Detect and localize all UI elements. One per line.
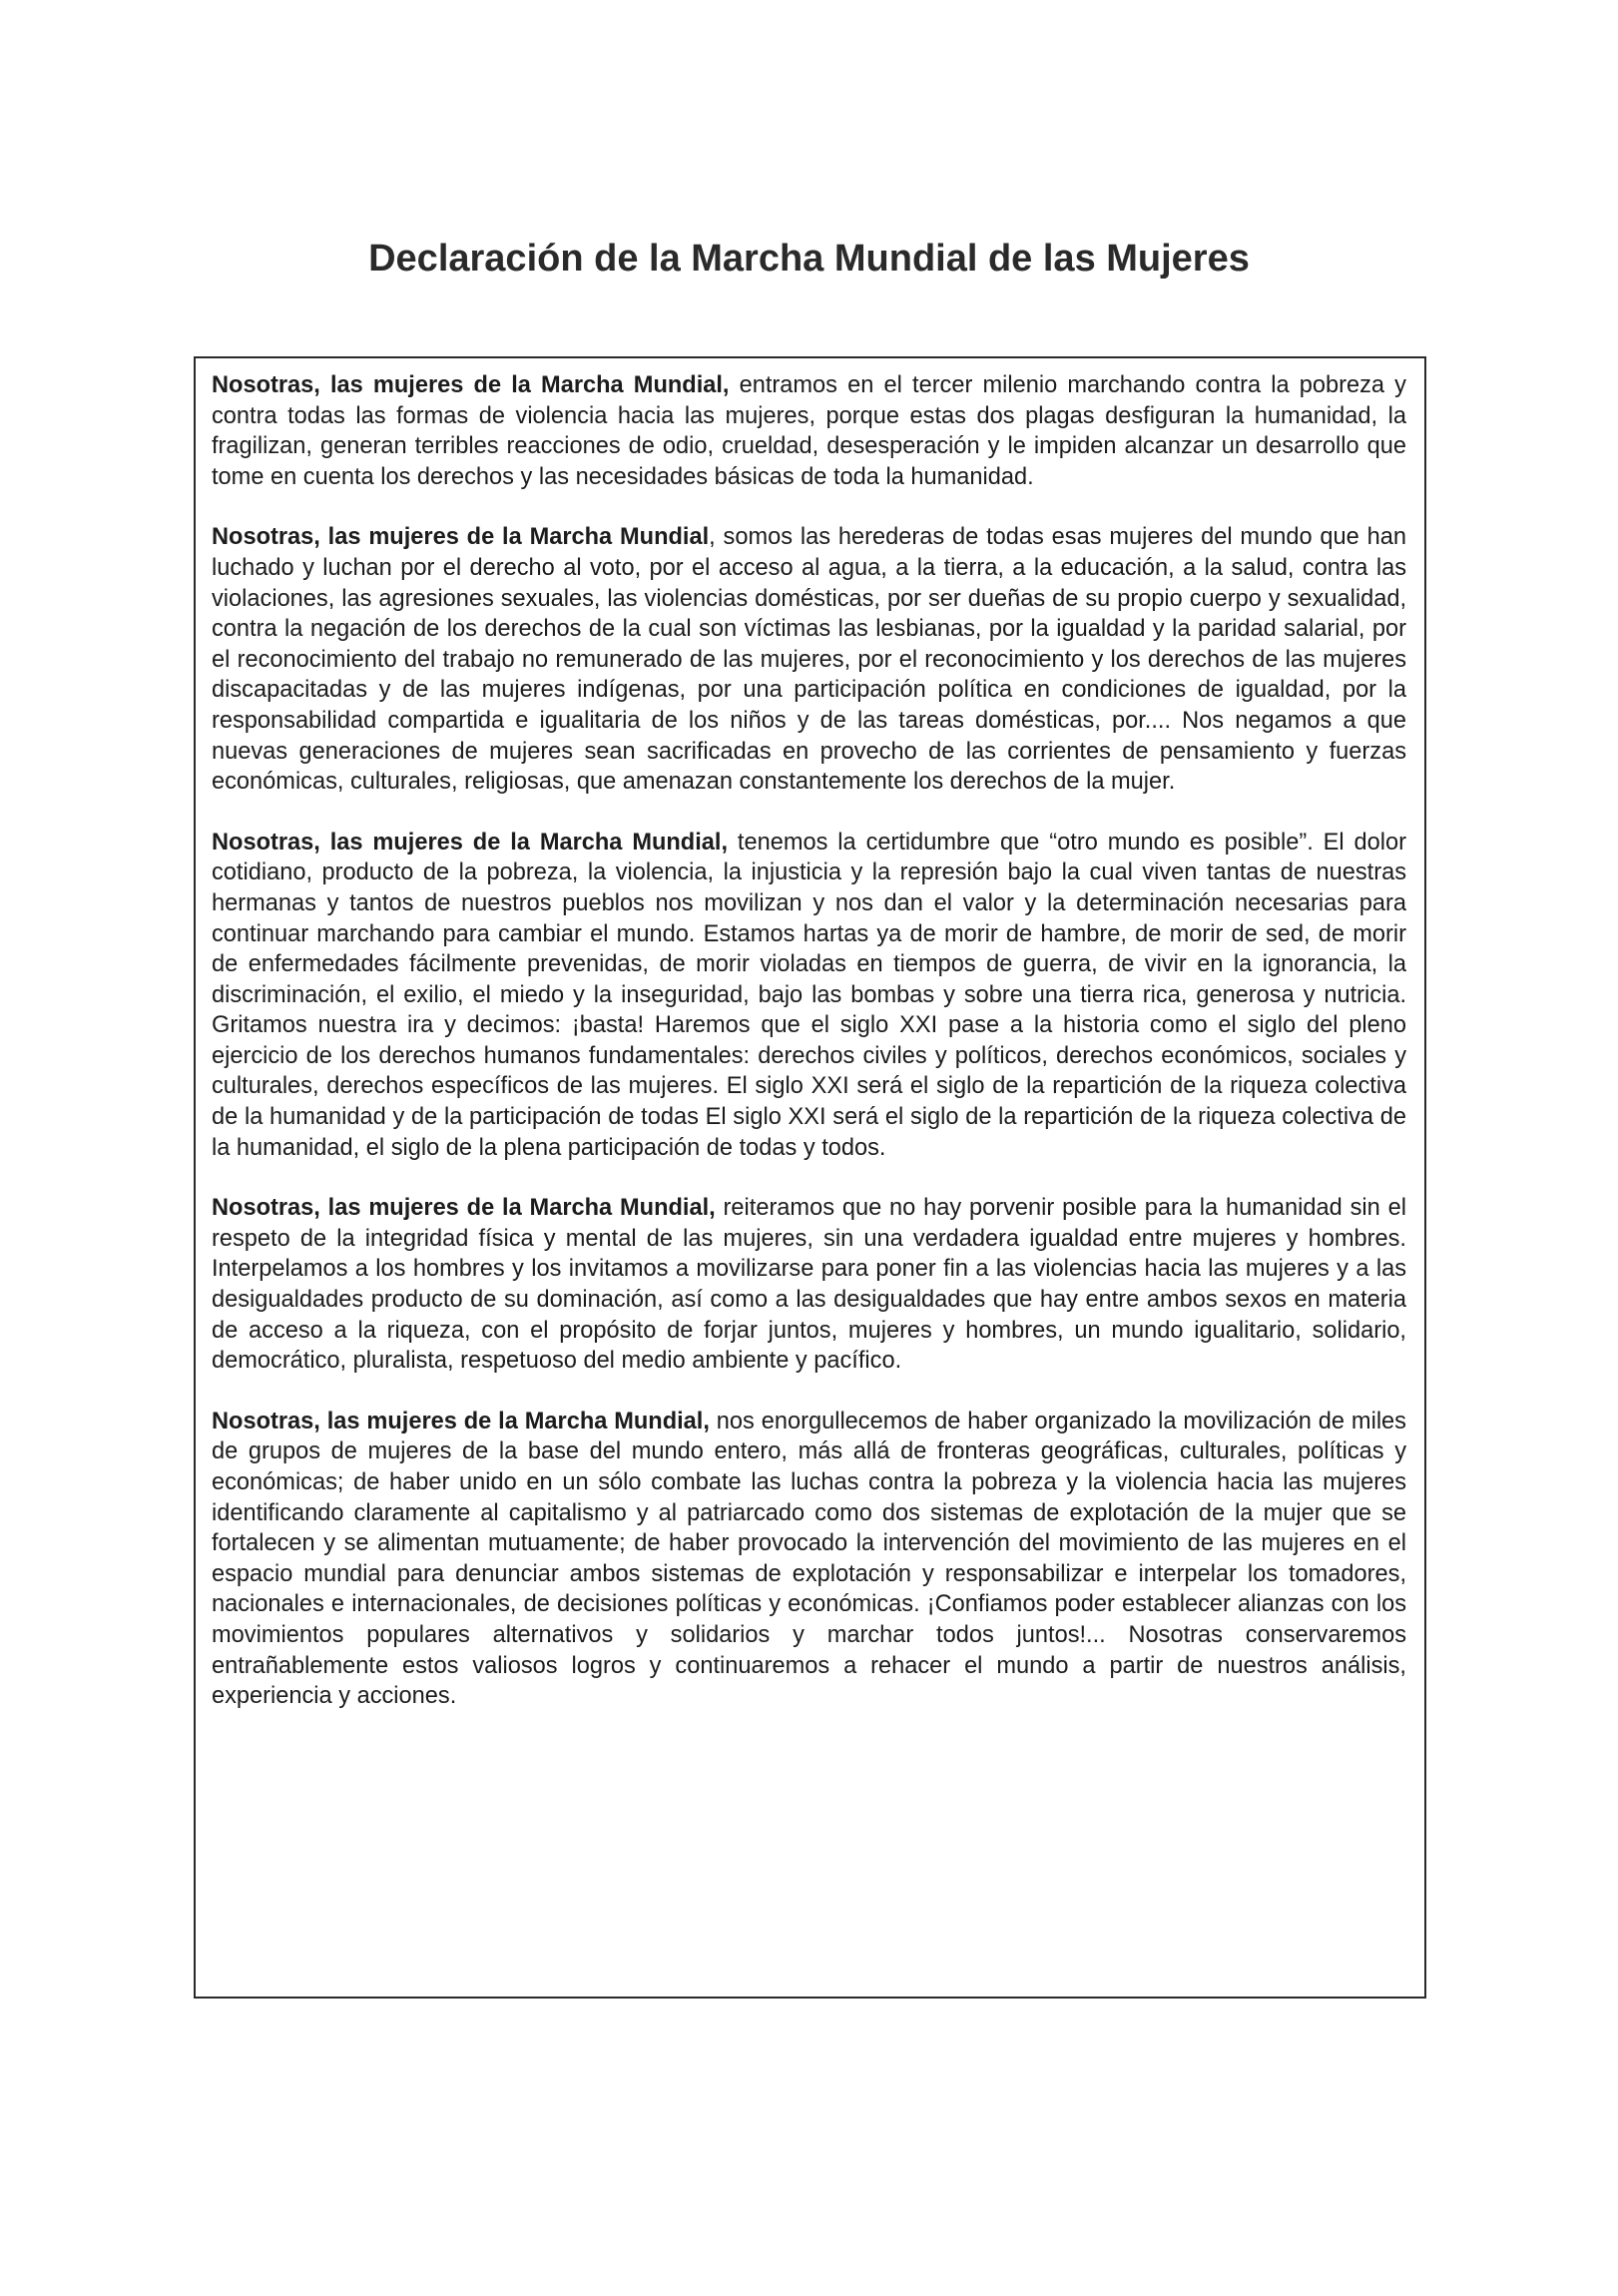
paragraph-3 bbox=[212, 828, 1406, 1164]
paragraph-4 bbox=[212, 1193, 1406, 1377]
paragraph-lead: Nosotras, las mujeres de la Marcha Mundial bbox=[212, 524, 710, 551]
paragraph-text: nos enorgullecemos de haber organizado la movilización de miles de grupos de mujeres de la base del mundo entero, más allá de fronteras geográficas, culturales, políticas y económicas; de haber unido en un sólo combate las luchas contra la pobreza y la violencia hacia las mujeres identificando claramente al capitalismo y al patriarcado como dos sistemas de explotación de la mujer que se fortalecen y se alimentan mutuamente; de haber provocado la intervención del movimiento de las mujeres en el espacio mundial para denunciar ambos sistemas de explotación y responsabilizar e interpelar los tomadores, nacionales e internacionales, de decisiones políticas y económicas. ¡Confiamos poder establecer alianzas con los movimientos populares alternativos y solidarios y marchar todos juntos!... Nosotras conservaremos entrañablemente estos valiosos logros y continuaremos a rehacer el mundo a partir de nuestros análisis, experiencia y acciones. bbox=[212, 1408, 1406, 1710]
declaration-box bbox=[194, 356, 1426, 1999]
paragraph-2 bbox=[212, 522, 1406, 797]
paragraph-lead: Nosotras, las mujeres de la Marcha Mundial, bbox=[212, 372, 730, 398]
paragraph-lead: Nosotras, las mujeres de la Marcha Mundial, bbox=[212, 829, 729, 856]
paragraph-text: entramos en el tercer milenio marchando contra la pobreza y contra todas las formas de violencia hacia las mujeres, porque estas dos plagas desfiguran la humanidad, la fragilizan, generan terribles reacciones de odio, crueldad, desesperación y le impiden alcanzar un desarrollo que tome en cuenta los derechos y las necesidades básicas de toda la humanidad. bbox=[212, 372, 1406, 490]
paragraph-lead: Nosotras, las mujeres de la Marcha Mundial, bbox=[212, 1195, 716, 1222]
document-title: Declaración de la Marcha Mundial de las Mujeres bbox=[368, 238, 1250, 280]
paragraph-text: tenemos la certidumbre que “otro mundo es posible”. El dolor cotidiano, producto de la pobreza, la violencia, la injusticia y la represión bajo la cual viven tantas de nuestras hermanas y tantos de nuestros pueblos nos movilizan y nos dan el valor y la determinación necesarias para continuar marchando para cambiar el mundo. Estamos hartas ya de morir de hambre, de morir de sed, de morir de enfermedades fácilmente prevenidas, de morir violadas en tiempos de guerra, de vivir en la ignorancia, la discriminación, el exilio, el miedo y la inseguridad, bajo las bombas y sobre una tierra rica, generosa y nutricia. Gritamos nuestra ira y decimos: ¡basta! Haremos que el siglo XXI pase a la historia como el siglo del pleno ejercicio de los derechos humanos fundamentales: derechos civiles y políticos, derechos económicos, sociales y culturales, derechos específicos de las mujeres. El siglo XXI será el siglo de la repartición de la riqueza colectiva de la humanidad y de la participación de todas El siglo XXI será el siglo de la repartición de la riqueza colectiva de la humanidad, el siglo de la plena participación de todas y todos. bbox=[212, 829, 1406, 1161]
paragraph-text: reiteramos que no hay porvenir posible para la humanidad sin el respeto de la integridad física y mental de las mujeres, sin una verdadera igualdad entre mujeres y hombres. Interpelamos a los hombres y los invitamos a movilizarse para poner fin a las violencias hacia las mujeres y a las desigualdades producto de su dominación, así como a las desigualdades que hay entre ambos sexos en materia de acceso a la riqueza, con el propósito de forjar juntos, mujeres y hombres, un mundo igualitario, solidario, democrático, pluralista, respetuoso del medio ambiente y pacífico. bbox=[212, 1195, 1406, 1375]
paragraph-5 bbox=[212, 1407, 1406, 1712]
paragraph-1 bbox=[212, 370, 1406, 492]
paragraph-lead: Nosotras, las mujeres de la Marcha Mundial, bbox=[212, 1408, 710, 1435]
paragraph-text: , somos las herederas de todas esas mujeres del mundo que han luchado y luchan por el derecho al voto, por el acceso al agua, a la tierra, a la educación, a la salud, contra las violaciones, las agresiones sexuales, las violencias domésticas, por ser dueñas de su propio cuerpo y sexualidad, contra la negación de los derechos de la cual son víctimas las lesbianas, por la igualdad y la paridad salarial, por el reconocimiento del trabajo no remunerado de las mujeres, por el reconocimiento y los derechos de las mujeres discapacitadas y de las mujeres indígenas, por una participación política en condiciones de igualdad, por la responsabilidad compartida e igualitaria de los niños y de las tareas domésticas, por.... Nos negamos a que nuevas generaciones de mujeres sean sacrificadas en provecho de las corrientes de pensamiento y fuerzas económicas, culturales, religiosas, que amenazan constantemente los derechos de la mujer. bbox=[212, 524, 1407, 796]
